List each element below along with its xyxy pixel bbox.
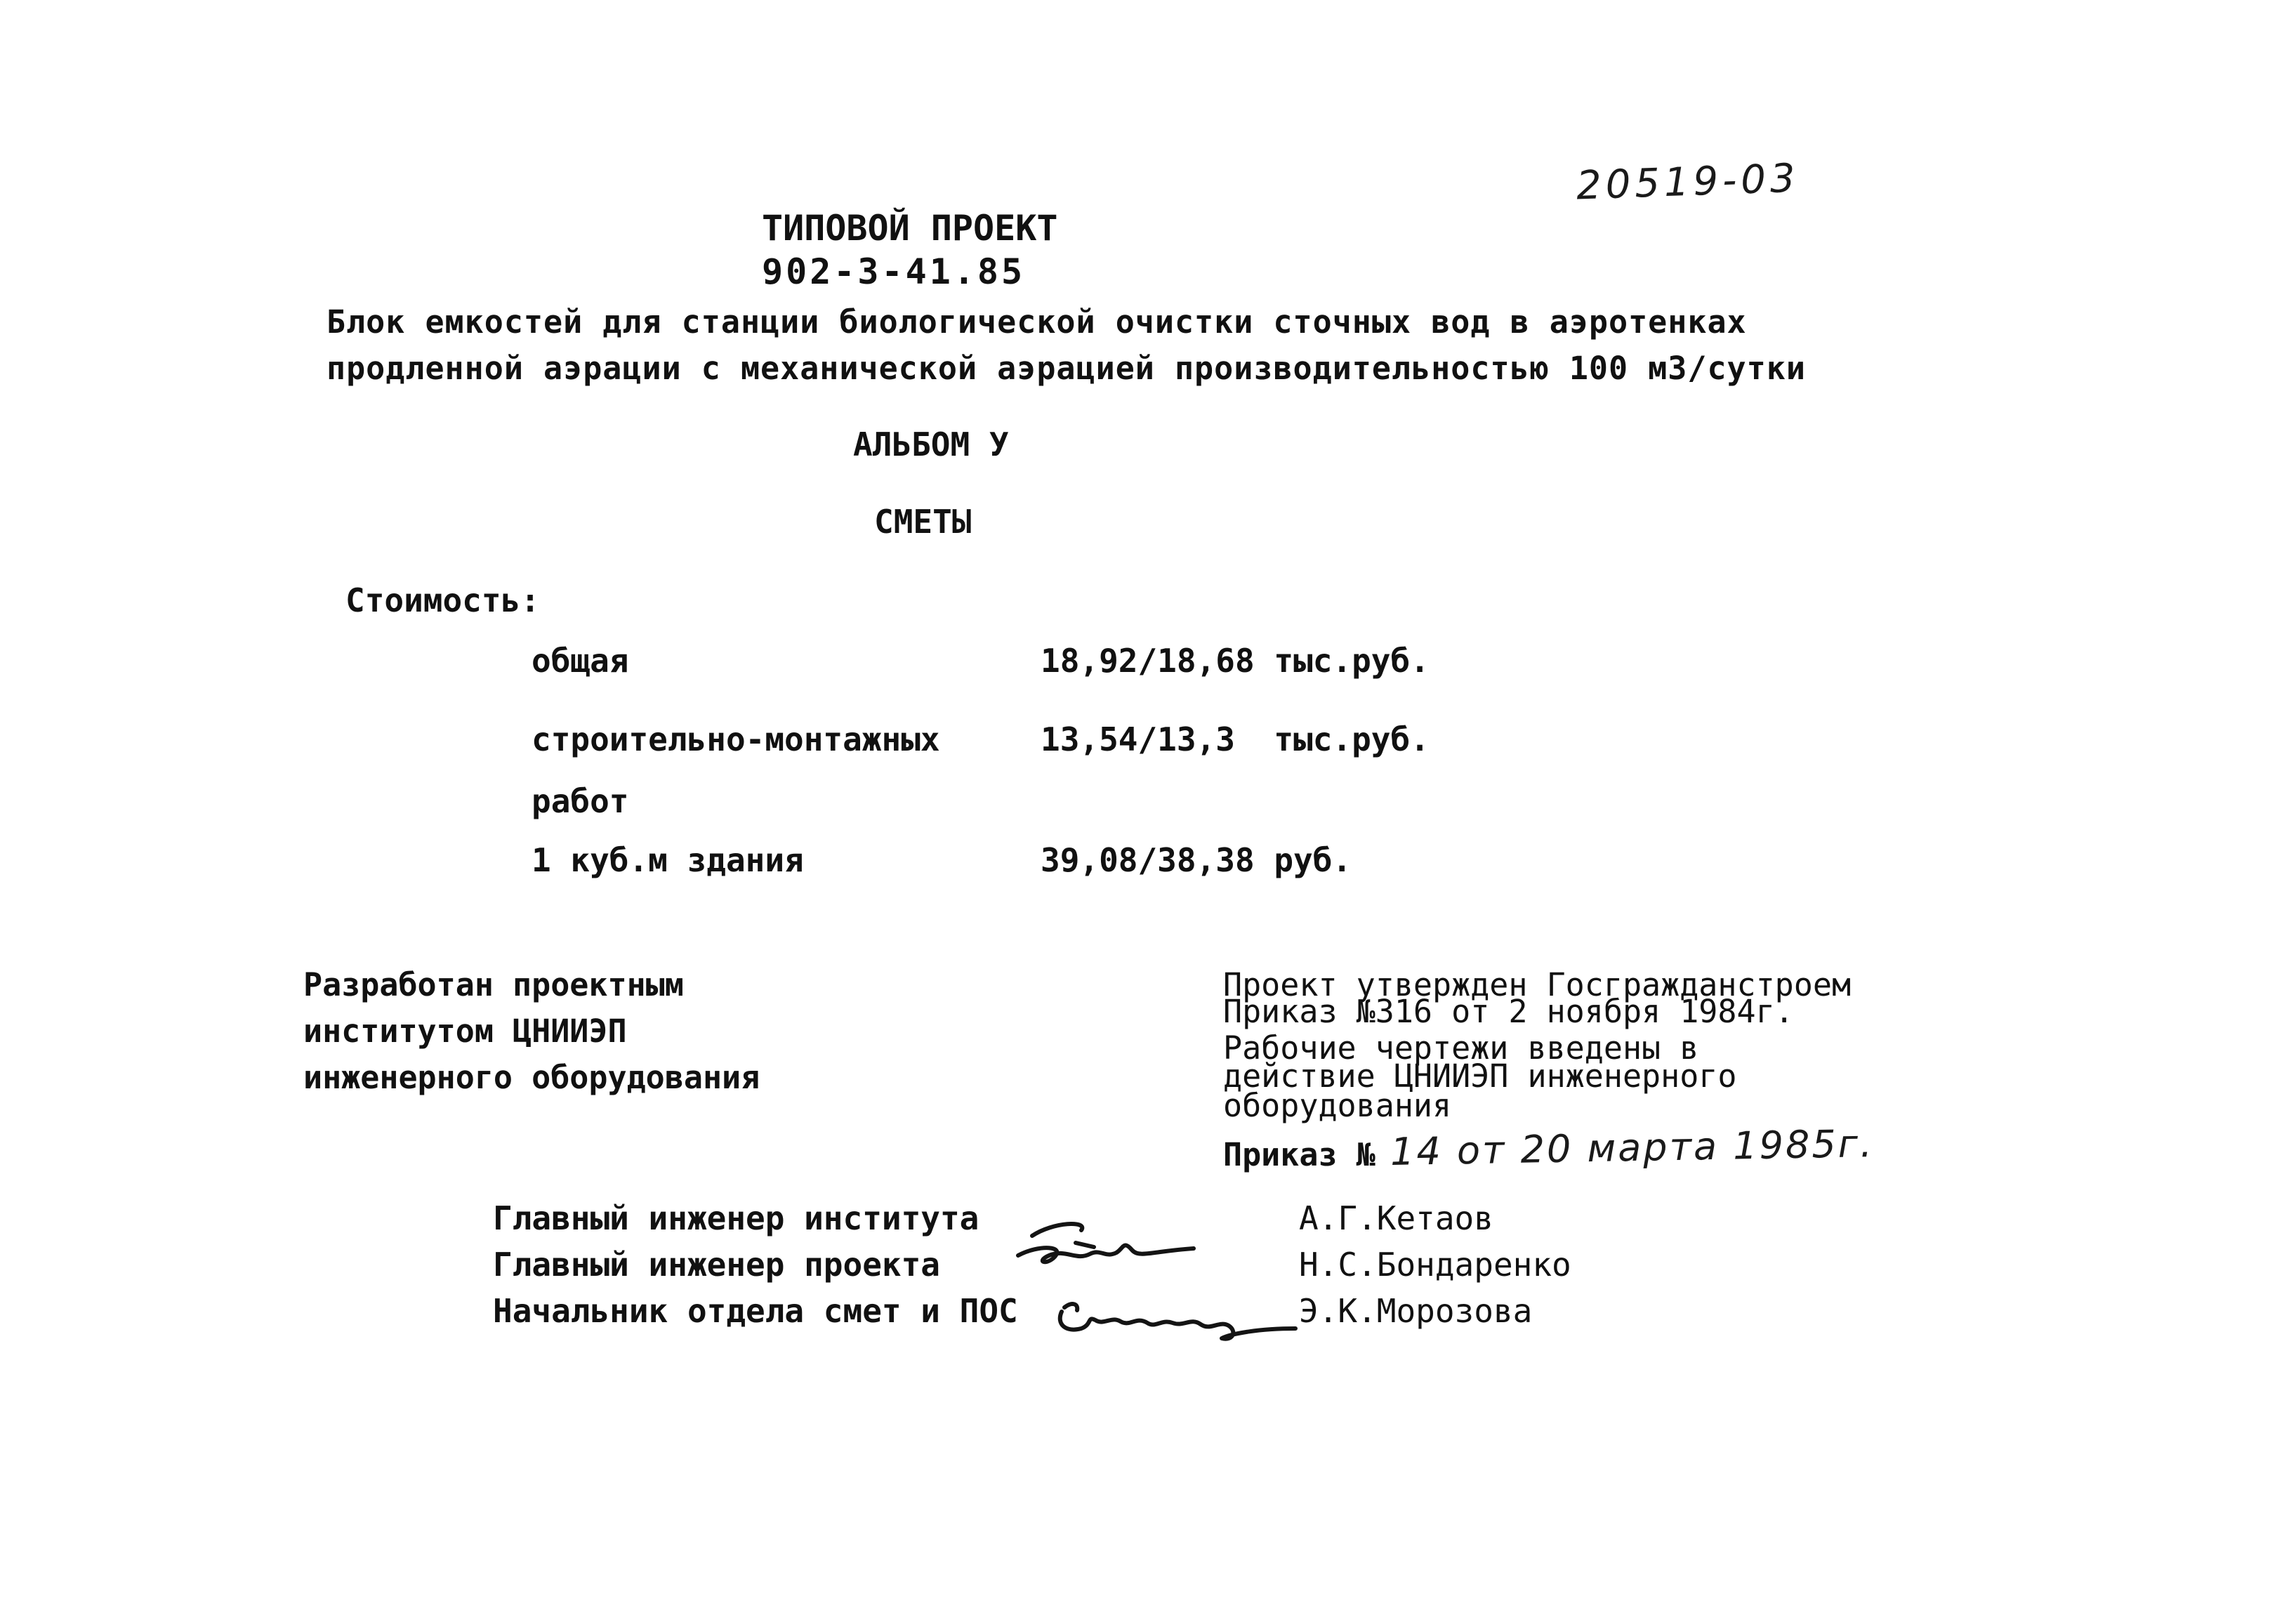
album-label: АЛЬБОМ У	[853, 426, 1009, 463]
signatory-1-name: А.Г.Кетаов	[1299, 1199, 1493, 1237]
approval-order-handwritten: 14 от 20 марта 1985г.	[1390, 1121, 1875, 1175]
approval-line-2: Приказ №316 от 2 ноября 1984г.	[1223, 993, 1794, 1030]
project-title-line-2: продленной аэрации с механической аэрацией производительностью 100 м3/сутки	[326, 350, 1806, 387]
cost-row-total-value: 18,92/18,68 тыс.руб.	[1041, 642, 1430, 680]
developer-line-1: Разработан проектным	[303, 966, 684, 1003]
cost-row-construction-label: строительно-монтажных	[532, 720, 940, 758]
project-type-label: ТИПОВОЙ ПРОЕКТ	[762, 208, 1058, 249]
signatory-2-role: Главный инженер проекта	[493, 1246, 940, 1284]
cost-heading: Стоимость:	[345, 581, 540, 619]
signatory-3-name: Э.К.Морозова	[1299, 1292, 1533, 1330]
project-code: 902-3-41.85	[762, 251, 1026, 292]
cost-row-volume-value: 39,08/38,38 руб.	[1041, 841, 1352, 879]
section-label: СМЕТЫ	[874, 503, 972, 541]
developer-line-2: институтом ЦНИИЭП	[303, 1013, 627, 1050]
approval-line-3: Рабочие чертежи введены в	[1223, 1029, 1699, 1067]
approval-line-4: действие ЦНИИЭП инженерного	[1223, 1057, 1737, 1095]
signature-head-of-department	[1053, 1292, 1299, 1348]
project-title-line-1: Блок емкостей для станции биологической очистки сточных вод в аэротенках	[326, 303, 1747, 341]
signatory-1-role: Главный инженер института	[493, 1199, 979, 1237]
signature-chief-engineer-project	[1011, 1215, 1201, 1278]
approval-order-prefix: Приказ №	[1223, 1136, 1375, 1173]
developer-line-3: инженерного оборудования	[303, 1059, 760, 1096]
document-number: 20519-03	[1575, 155, 1800, 209]
cost-row-total-label: общая	[532, 642, 629, 680]
approval-line-5: оборудования	[1223, 1087, 1452, 1124]
approval-line-1: Проект утвержден Госгражданстроем	[1223, 966, 1852, 1003]
signatory-2-name: Н.С.Бондаренко	[1299, 1246, 1571, 1284]
signatory-3-role: Начальник отдела смет и ПОС	[493, 1292, 1018, 1330]
cost-row-volume-label: 1 куб.м здания	[532, 841, 804, 879]
cost-row-works-label: работ	[532, 782, 629, 820]
cost-row-construction-value: 13,54/13,3 тыс.руб.	[1041, 720, 1430, 758]
